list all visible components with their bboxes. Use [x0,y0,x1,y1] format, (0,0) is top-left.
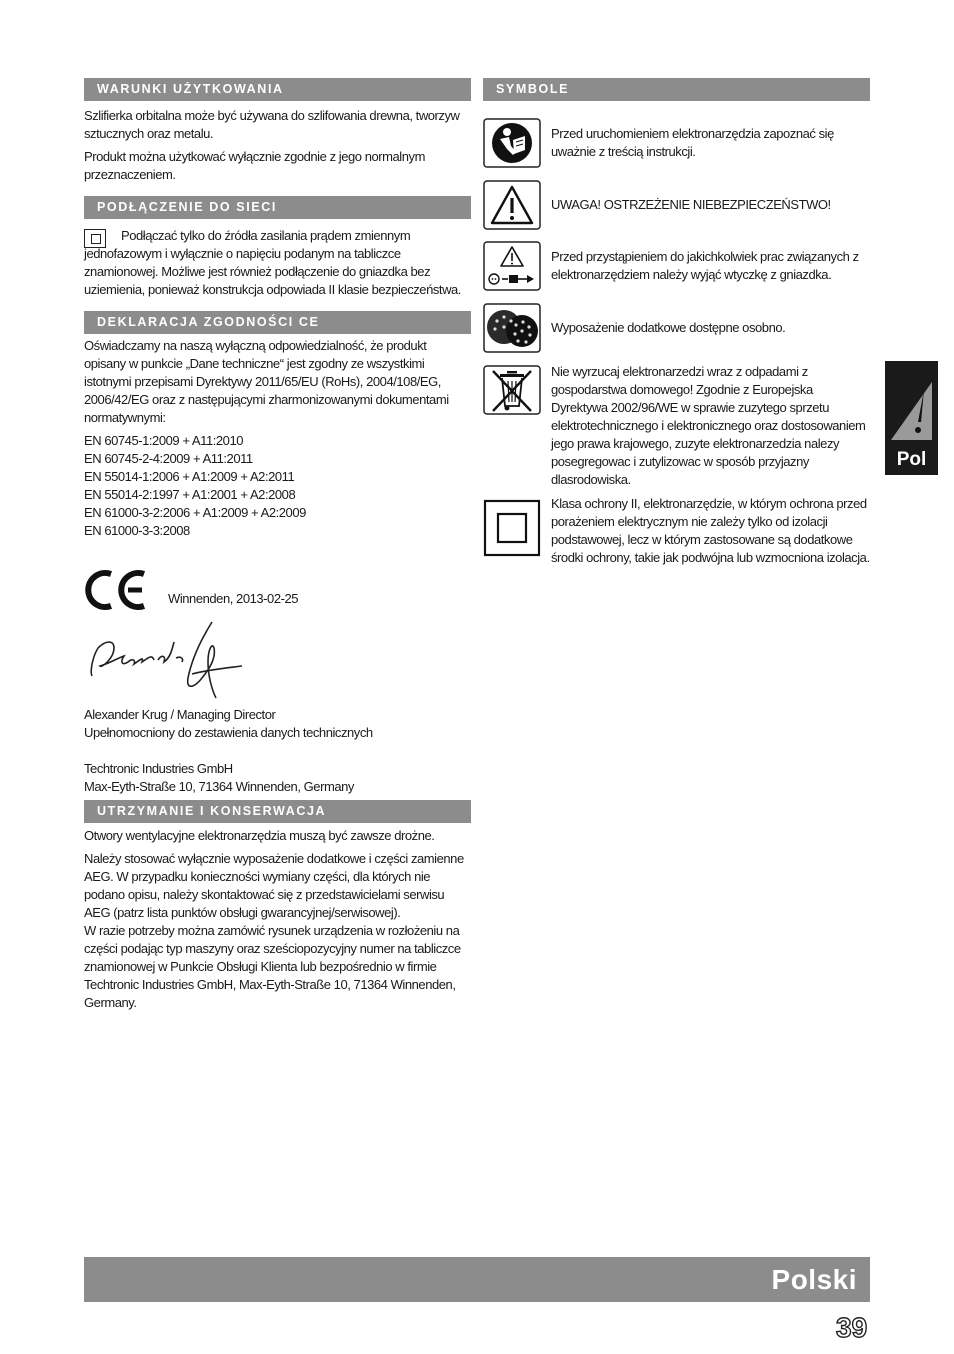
language-tab [885,361,938,475]
standard-item: EN 55014-1:2006 + A1:2009 + A2:2011 [84,469,295,484]
maintenance-heading: UTRZYMANIE I KONSERWACJA [84,800,471,823]
ce-mark-icon [84,568,148,612]
footer-title: Polski [771,1264,857,1295]
symbol-row [483,303,870,353]
unplug-icon [483,241,541,291]
symbol-row [483,241,870,291]
symbols-heading: SYMBOLE [483,78,870,101]
company-address: Max-Eyth-Straße 10, 71364 Winnenden, Germany [84,779,354,794]
usage-text-2: Produkt można użytkować wyłącznie zgodnie z jego normalnym przeznaczeniem. [84,149,425,182]
standard-item: EN 55014-2:1997 + A1:2001 + A2:2008 [84,487,296,502]
place-date: Winnenden, 2013-02-25 [168,591,299,606]
maintenance-text-3: W razie potrzeby można zamówić rysunek urządzenia w rozłożeniu na części podając typ maszyny oraz sześciopozycyjny numer na tabliczce znamionowej w Punkcie Obsługi Klienta lub bezpośrednio w firmie Techtronic Industries GmbH, Max-Eyth-Straße 10, 71364 Winnenden, Germany. [84,923,461,1010]
standard-item: EN 60745-2-4:2009 + A11:2011 [84,451,253,466]
authorized-text: Upełnomocniony do zestawienia danych technicznych [84,725,373,740]
symbol-text: Przed przystąpieniem do jakichkolwiek prac związanych z elektronarzędziem należy wyjąć wtyczkę z gniazdka. [551,249,859,282]
company-name: Techtronic Industries GmbH [84,761,233,776]
accessory-discs-icon [483,303,541,353]
mains-block [84,227,471,299]
symbol-row [483,180,870,230]
read-manual-icon [483,118,541,168]
right-column [483,78,870,567]
maintenance-text-2: Należy stosować wyłącznie wyposażenie dodatkowe i części zamienne AEG. W przypadku konieczności wymiany części, dla których nie podano opisu, należy skontaktować się z przedstawicielami serwisu AEG (patrz lista punktów obsługi gwarancyjnej/serwisowej). [84,851,464,920]
class-ii-small-icon [84,229,106,248]
symbol-text: UWAGA! OSTRZEŻENIE NIEBEZPIECZEŃSTWO! [551,197,831,212]
ce-block [84,568,471,612]
signatory: Alexander Krug / Managing Director [84,707,276,722]
standard-item: EN 61000-3-2:2006 + A1:2009 + A2:2009 [84,505,306,520]
symbol-row [483,118,870,168]
class-ii-icon [483,499,541,557]
symbol-text: Klasa ochrony II, elektronarzędzie, w którym ochrona przed porażeniem elektrycznym nie zależy tylko od izolacji podstawowej, lecz w którym zastosowane są dodatkowe środki ochrony, takie jak podwójna lub wzmocniona izolacja. [551,496,870,565]
standard-item: EN 61000-3-3:2008 [84,523,190,538]
footer-bar [84,1257,870,1302]
standard-item: EN 60745-1:2009 + A11:2010 [84,433,244,448]
declaration-heading: DEKLARACJA ZGODNOŚCI CE [84,311,471,334]
symbol-row [483,365,870,489]
mains-heading: PODŁĄCZENIE DO SIECI [84,196,471,219]
maintenance-text-1: Otwory wentylacyjne elektronarzędzia muszą być zawsze drożne. [84,828,435,843]
declaration-text: Oświadczamy na naszą wyłączną odpowiedzialność, że produkt opisany w punkcie „Dane techniczne“ jest zgodny ze wszystkimi istotnymi przepisami Dyrektywy 2011/65/EU (RoHs), 2004/108/EG, 2006/42/EG oraz z następującymi zharmonizowanymi dokumentami normatywnymi: [84,338,449,425]
warning-triangle-icon [483,180,541,230]
page-number: 39 [836,1312,868,1343]
standards-list [84,432,471,540]
usage-text-1: Szlifierka orbitalna może być używana do szlifowania drewna, tworzyw sztucznych oraz metalu. [84,108,460,141]
left-column [84,78,471,1012]
language-label: Pol [896,449,927,470]
weee-bin-icon [483,365,541,415]
mains-text: Podłączać tylko do źródła zasilania prądem zmiennym jednofazowym i wyłącznie o napięciu podanym na tabliczce znamionowej. Możliwe jest również podłączenie do gniazdka bez uziemienia, ponieważ konstrukcja odpowiada II klasie bezpieczeństwa. [84,228,461,297]
signature-image [84,618,254,702]
symbol-row [483,496,870,567]
symbol-text: Wyposażenie dodatkowe dostępne osobno. [551,320,786,335]
warning-exclamation-icon [888,364,935,442]
usage-heading: WARUNKI UŻYTKOWANIA [84,78,471,101]
symbol-text: Nie wyrzucaj elektronarzedzi wraz z odpadami z gospodarstwa domowego! Zgodnie z Europejska Dyrektywa 2002/96/WE w sprawie zuzytego sprzetu elektrotechnicznego i elektronicznego oraz dostosowaniem jego prawa krajowego, zuzyte elektronarzedzia nalezy posegregowac i zutylizowac w sposób przyjazny dlasrodowiska. [551,364,866,487]
symbol-text: Przed uruchomieniem elektronarzędzia zapoznać się uważnie z treścią instrukcji. [551,126,834,159]
